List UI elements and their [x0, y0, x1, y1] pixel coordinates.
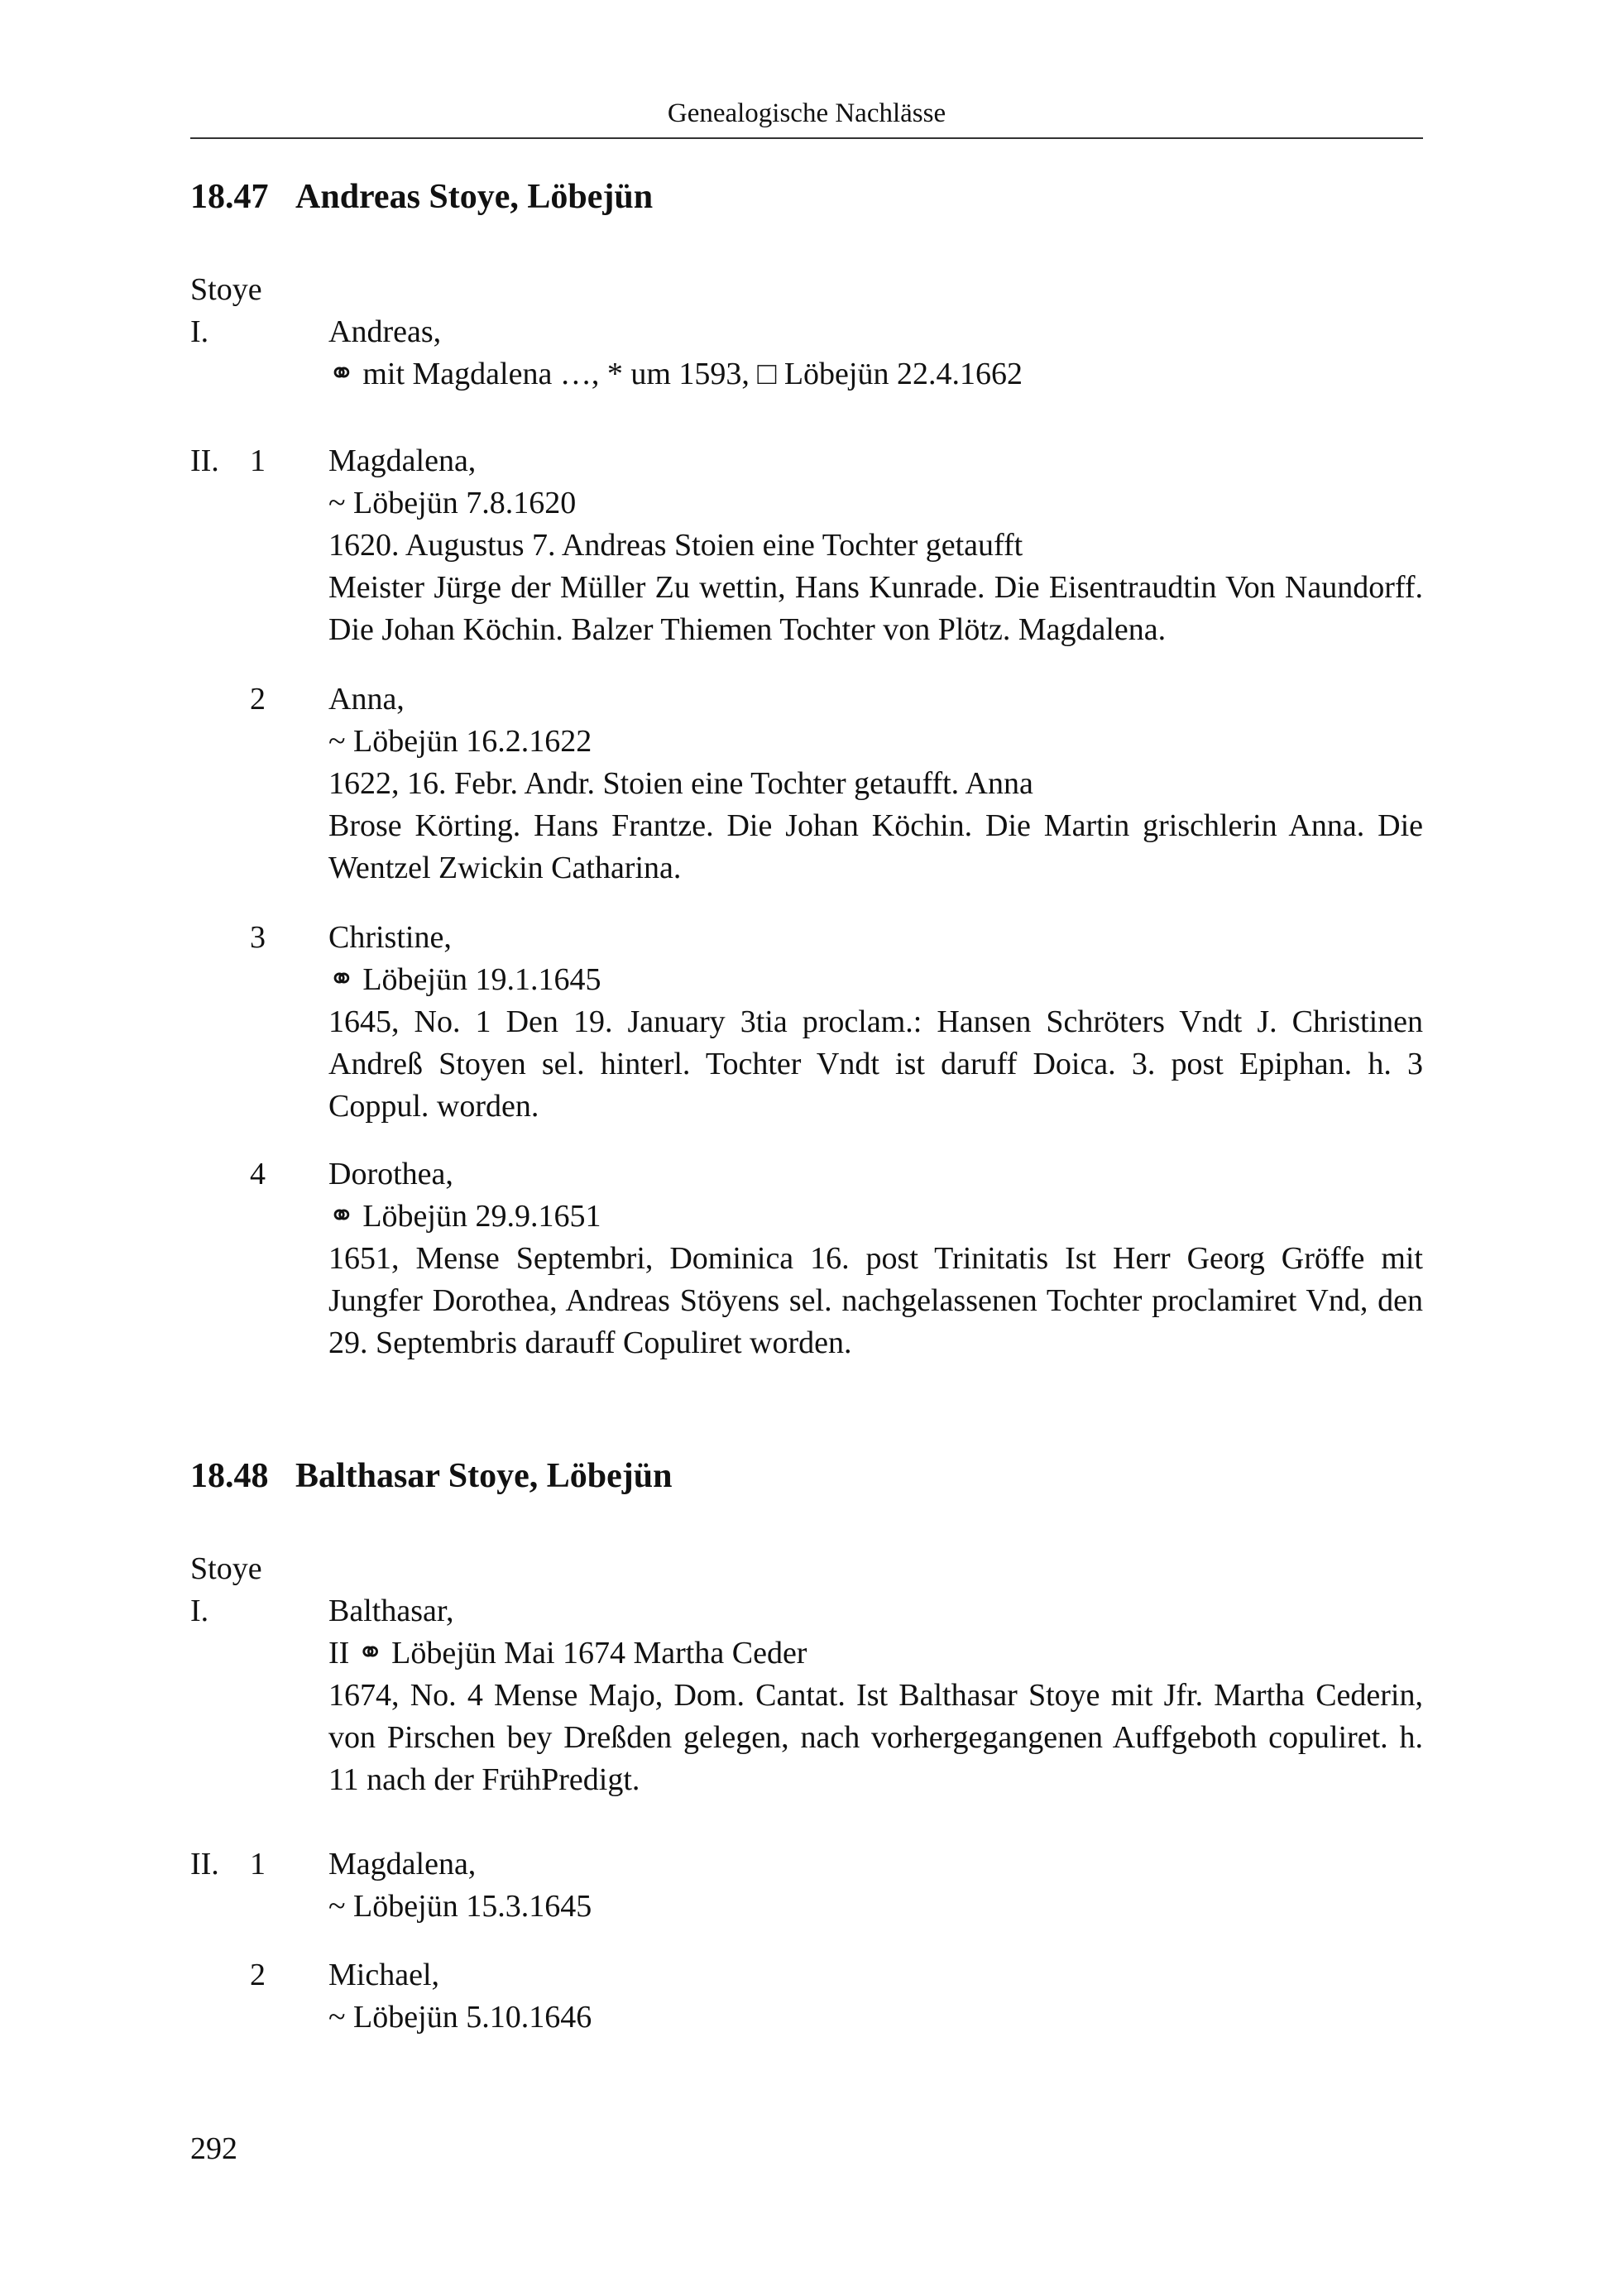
- child-index: 2: [250, 1958, 266, 1992]
- entry-name: Magdalena,: [328, 1847, 477, 1881]
- entry-record-line: 1622, 16. Febr. Andr. Stoien eine Tochter getaufft. Anna: [328, 766, 1033, 801]
- entry-record-paragraph: 1674, No. 4 Mense Majo, Dom. Cantat. Ist Balthasar Stoye mit Jfr. Martha Cederin, von Pirschen bey Dreßden gelegen, nach vorhergegangenen Auffgeboth copuliret. h. 11 nach der FrühPredigt.: [328, 1678, 1423, 1797]
- child-index: 1: [250, 443, 266, 478]
- entry-marriage-line: ⚭ Löbejün 29.9.1651: [328, 1199, 601, 1234]
- entry-gen-2-magdalena: [190, 1843, 1423, 1928]
- section-number: 18.47: [190, 178, 269, 216]
- entry-name: Anna,: [328, 682, 405, 717]
- generation-label: II.: [190, 443, 219, 478]
- entry-gen-1-andreas: [190, 311, 1423, 395]
- entry-name: Andreas,: [328, 314, 442, 349]
- entry-name: Michael,: [328, 1958, 440, 1992]
- running-title: Genealogische Nachlässe: [667, 98, 946, 128]
- child-index: 3: [250, 920, 266, 955]
- section-heading: Balthasar Stoye, Löbejün: [295, 1457, 673, 1495]
- entry-record-line: 1620. Augustus 7. Andreas Stoien eine Tochter getaufft: [328, 528, 1023, 563]
- entry-child-2-michael: [190, 1954, 1423, 2039]
- entry-child-2-anna: [190, 678, 1423, 889]
- entry-marriage-line: ⚭ mit Magdalena …, * um 1593, □ Löbejün 22.4.1662: [328, 357, 1023, 391]
- generation-label: I.: [190, 1594, 209, 1628]
- entry-name: Balthasar,: [328, 1594, 454, 1628]
- entry-record-paragraph: 1651, Mense Septembri, Dominica 16. post Trinitatis Ist Herr Georg Gröffe mit Jungfer Dorothea, Andreas Stöyens sel. nachgelassenen Tochter proclamiret Vnd, den 29. Septembris darauff Copuliret worden.: [328, 1241, 1423, 1360]
- entry-marriage-line: ⚭ Löbejün 19.1.1645: [328, 962, 601, 997]
- section-title-18-48: [190, 1456, 672, 1496]
- section-heading: Andreas Stoye, Löbejün: [295, 178, 654, 216]
- entry-record-paragraph: Brose Körting. Hans Frantze. Die Johan Köchin. Die Martin grischlerin Anna. Die Wentzel Zwickin Catharina.: [328, 808, 1423, 885]
- child-index: 2: [250, 682, 266, 717]
- entry-child-4-dorothea: [190, 1153, 1423, 1364]
- page-number: 292: [190, 2131, 237, 2166]
- entry-gen-2-magdalena: [190, 440, 1423, 651]
- child-index: 4: [250, 1157, 266, 1191]
- entry-child-3-christine: [190, 917, 1423, 1128]
- entry-name: Magdalena,: [328, 443, 477, 478]
- family-surname: Stoye: [190, 1551, 262, 1586]
- entry-marriage-line: II ⚭ Löbejün Mai 1674 Martha Ceder: [328, 1636, 807, 1670]
- entry-baptism-line: ~ Löbejün 16.2.1622: [328, 724, 592, 759]
- running-header: [190, 89, 1423, 139]
- entry-name: Dorothea,: [328, 1157, 453, 1191]
- generation-label: II.: [190, 1847, 219, 1881]
- entry-name: Christine,: [328, 920, 452, 955]
- entry-baptism-line: ~ Löbejün 5.10.1646: [328, 2000, 592, 2035]
- entry-gen-1-balthasar: [190, 1590, 1423, 1801]
- generation-label: I.: [190, 314, 209, 349]
- family-surname: Stoye: [190, 272, 262, 307]
- child-index: 1: [250, 1847, 266, 1881]
- entry-record-paragraph: 1645, No. 1 Den 19. January 3tia proclam.: Hansen Schröters Vndt J. Christinen Andreß Stoyen sel. hinterl. Tochter Vndt ist daruff Doica. 3. post Epiphan. h. 3 Coppul. worden.: [328, 1004, 1423, 1124]
- entry-record-paragraph: Meister Jürge der Müller Zu wettin, Hans Kunrade. Die Eisentraudtin Von Naundorff. Die Johan Köchin. Balzer Thiemen Tochter von Plötz. Magdalena.: [328, 570, 1423, 647]
- section-title-18-47: [190, 177, 653, 217]
- entry-baptism-line: ~ Löbejün 15.3.1645: [328, 1889, 592, 1924]
- section-number: 18.48: [190, 1457, 269, 1495]
- entry-baptism-line: ~ Löbejün 7.8.1620: [328, 486, 577, 520]
